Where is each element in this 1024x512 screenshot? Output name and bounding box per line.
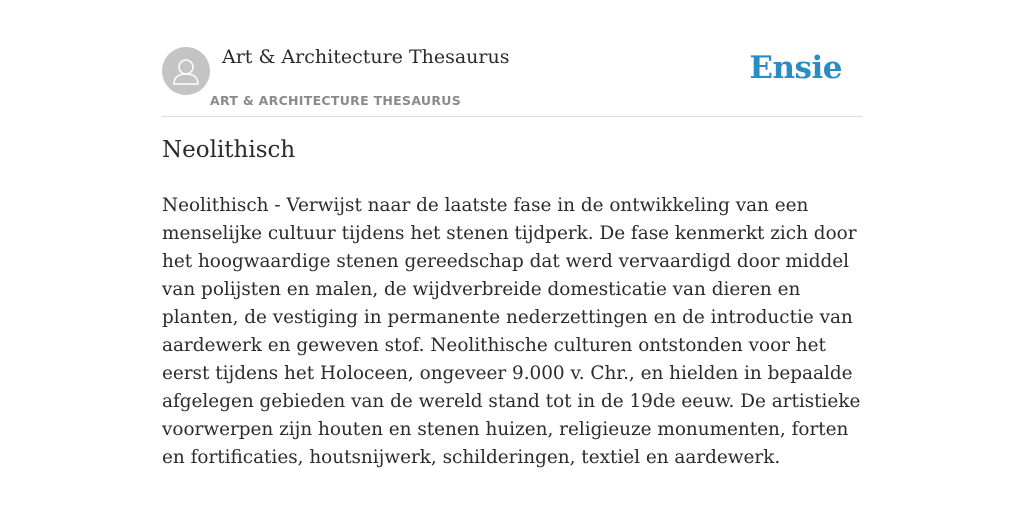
author-subtitle: ART & ARCHITECTURE THESAURUS [210, 93, 462, 108]
page-title: Neolithisch [162, 137, 296, 163]
avatar-silhouette-icon [162, 47, 210, 95]
ensie-logo[interactable]: Ensie [749, 50, 842, 86]
header [162, 40, 862, 117]
definition-text: Neolithisch - Verwijst naar de laatste fase in de ontwikkeling van een menselijke cultuur tijdens het stenen tijdperk. De fase kenmerkt zich door het hoogwaardige stenen gereedschap dat werd vervaardigd door middel van polijsten en malen, de wijdverbreide domesticatie van dieren en planten, de vestiging in permanente nederzettingen en de introductie van aardewerk en geweven stof. Neolithische culturen ontstonden voor het eerst tijdens het Holoceen, ongeveer 9.000 v. Chr., en hielden in bepaalde afgelegen gebieden van de wereld stand tot in de 19de eeuw. De artistieke voorwerpen zijn houten en stenen huizen, religieuze monumenten, forten en fortificaties, houtsnijwerk, schilderingen, textiel en aardewerk. [162, 195, 861, 468]
user-avatar-icon[interactable] [162, 47, 210, 95]
author-name[interactable]: Art & Architecture Thesaurus [222, 46, 510, 68]
